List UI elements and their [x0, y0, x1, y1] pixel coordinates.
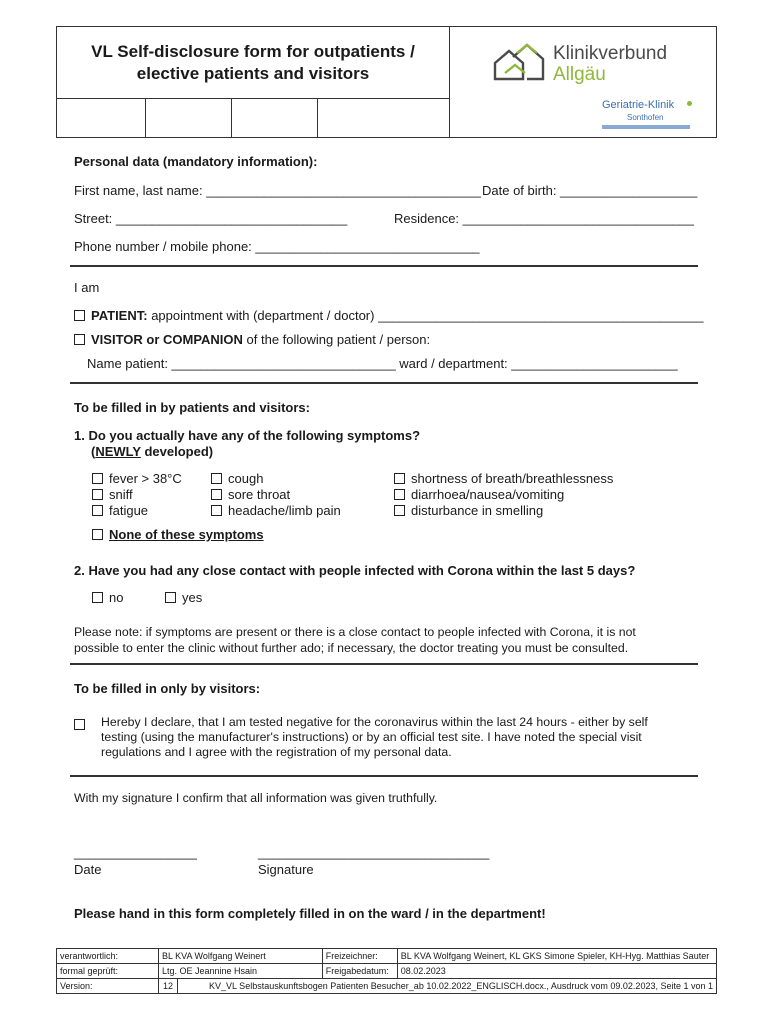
checkbox-icon[interactable]: [211, 505, 222, 516]
checkbox-icon[interactable]: [165, 592, 176, 603]
residence-field[interactable]: Residence: ________________________________: [394, 211, 695, 226]
checkbox-icon[interactable]: [74, 334, 85, 345]
sublogo-subtext: Sonthofen: [627, 113, 664, 122]
symptom-option[interactable]: diarrhoea/nausea/vomiting: [394, 487, 613, 503]
divider: [70, 663, 698, 665]
name-field[interactable]: First name, last name: ______________________________________: [74, 183, 481, 198]
visitors-heading: To be filled in only by visitors:: [74, 681, 261, 696]
symptom-option[interactable]: shortness of breath/breathlessness: [394, 471, 613, 487]
checkbox-icon[interactable]: [92, 489, 103, 500]
confirm-text: With my signature I confirm that all information was given truthfully.: [74, 791, 438, 805]
document-control-table: [56, 948, 717, 994]
symptom-option[interactable]: fever > 38°C: [92, 471, 182, 487]
checkbox-icon[interactable]: [92, 592, 103, 603]
table-row: verantwortlich: BL KVA Wolfgang Weinert Freizeichner: BL KVA Wolfgang Weinert, KL GKS Simone Spieler, KH-Hyg. Matthias Sauter: [57, 949, 717, 964]
name-patient-field[interactable]: Name patient: _______________________________ ward / department: _______________________: [87, 356, 678, 371]
symptom-option[interactable]: headache/limb pain: [211, 503, 341, 519]
contact-yes-option[interactable]: yes: [165, 590, 202, 605]
sublogo-bar: [602, 125, 690, 129]
symptom-option[interactable]: cough: [211, 471, 341, 487]
visitor-option[interactable]: VISITOR or COMPANION of the following patient / person:: [74, 332, 430, 347]
signature-line[interactable]: ________________________________: [258, 845, 490, 860]
logo-text: Klinikverbund: [553, 43, 668, 64]
table-row: Version: 12 KV_VL Selbstauskunftsbogen Patienten Besucher_ab 10.02.2022_ENGLISCH.docx., Ausdruck vom 09.02.2023, Seite 1 von 1: [57, 979, 717, 994]
divider: [70, 775, 698, 777]
checkbox-icon[interactable]: [394, 489, 405, 500]
checkbox-icon[interactable]: [92, 473, 103, 484]
symptom-col-2: [211, 471, 341, 519]
checkbox-icon[interactable]: [394, 505, 405, 516]
sublogo-dot: [687, 101, 692, 106]
klinikverbund-logo-icon: [491, 39, 547, 85]
hand-in-instruction: Please hand in this form completely filled in on the ward / in the department!: [74, 906, 546, 921]
symptom-option[interactable]: disturbance in smelling: [394, 503, 613, 519]
dob-field[interactable]: Date of birth: ___________________: [482, 183, 698, 198]
symptom-option[interactable]: sore throat: [211, 487, 341, 503]
divider: [70, 382, 698, 384]
header-box: [56, 26, 717, 138]
contact-note: Please note: if symptoms are present or there is a close contact to people infected with Corona, it is not possible to enter the clinic without further ado; if necessary, the doctor treating you must be consulted.: [74, 625, 636, 655]
checkbox-icon[interactable]: [211, 473, 222, 484]
form-title: VL Self-disclosure form for outpatients / elective patients and visitors: [91, 42, 415, 83]
question-2: 2. Have you had any close contact with people infected with Corona within the last 5 days?: [74, 563, 636, 578]
street-field[interactable]: Street: ________________________________: [74, 211, 348, 226]
patients-visitors-heading: To be filled in by patients and visitors:: [74, 400, 310, 415]
checkbox-icon[interactable]: [92, 529, 103, 540]
divider: [70, 265, 698, 267]
sublogo-text: Geriatrie-Klinik: [602, 99, 675, 111]
patient-option[interactable]: PATIENT: appointment with (department / doctor) _____________________________________________: [74, 308, 703, 323]
iam-label: I am: [74, 280, 100, 295]
date-line[interactable]: _________________: [74, 845, 197, 860]
phone-field[interactable]: Phone number / mobile phone: _______________________________: [74, 239, 480, 254]
question-1-sub: (NEWLY developed): [91, 444, 214, 459]
question-1: 1. Do you actually have any of the following symptoms?: [74, 428, 421, 443]
symptom-col-3: [394, 471, 613, 519]
logo-text-region: Allgäu: [553, 64, 606, 85]
checkbox-icon[interactable]: [92, 505, 103, 516]
personal-data-heading: Personal data (mandatory information):: [74, 154, 318, 169]
checkbox-icon[interactable]: [211, 489, 222, 500]
contact-no-option[interactable]: no: [92, 590, 123, 605]
declaration-text: Hereby I declare, that I am tested negative for the coronavirus within the last 24 hours - either by self testing (using the manufacturer's instructions) or by an official test site. I have noted the special visit regulations and I agree with the registration of my personal data.: [101, 715, 648, 759]
checkbox-icon[interactable]: [394, 473, 405, 484]
symptom-option[interactable]: fatigue: [92, 503, 182, 519]
declare-checkbox-icon[interactable]: [74, 716, 91, 734]
date-label: Date: [74, 862, 102, 877]
table-row: formal geprüft: Ltg. OE Jeannine Hsain Freigabedatum: 08.02.2023: [57, 964, 717, 979]
checkbox-icon[interactable]: [74, 310, 85, 321]
none-symptoms-option[interactable]: None of these symptoms: [92, 527, 264, 542]
symptom-col-1: [92, 471, 182, 519]
signature-label: Signature: [258, 862, 314, 877]
symptom-option[interactable]: sniff: [92, 487, 182, 503]
